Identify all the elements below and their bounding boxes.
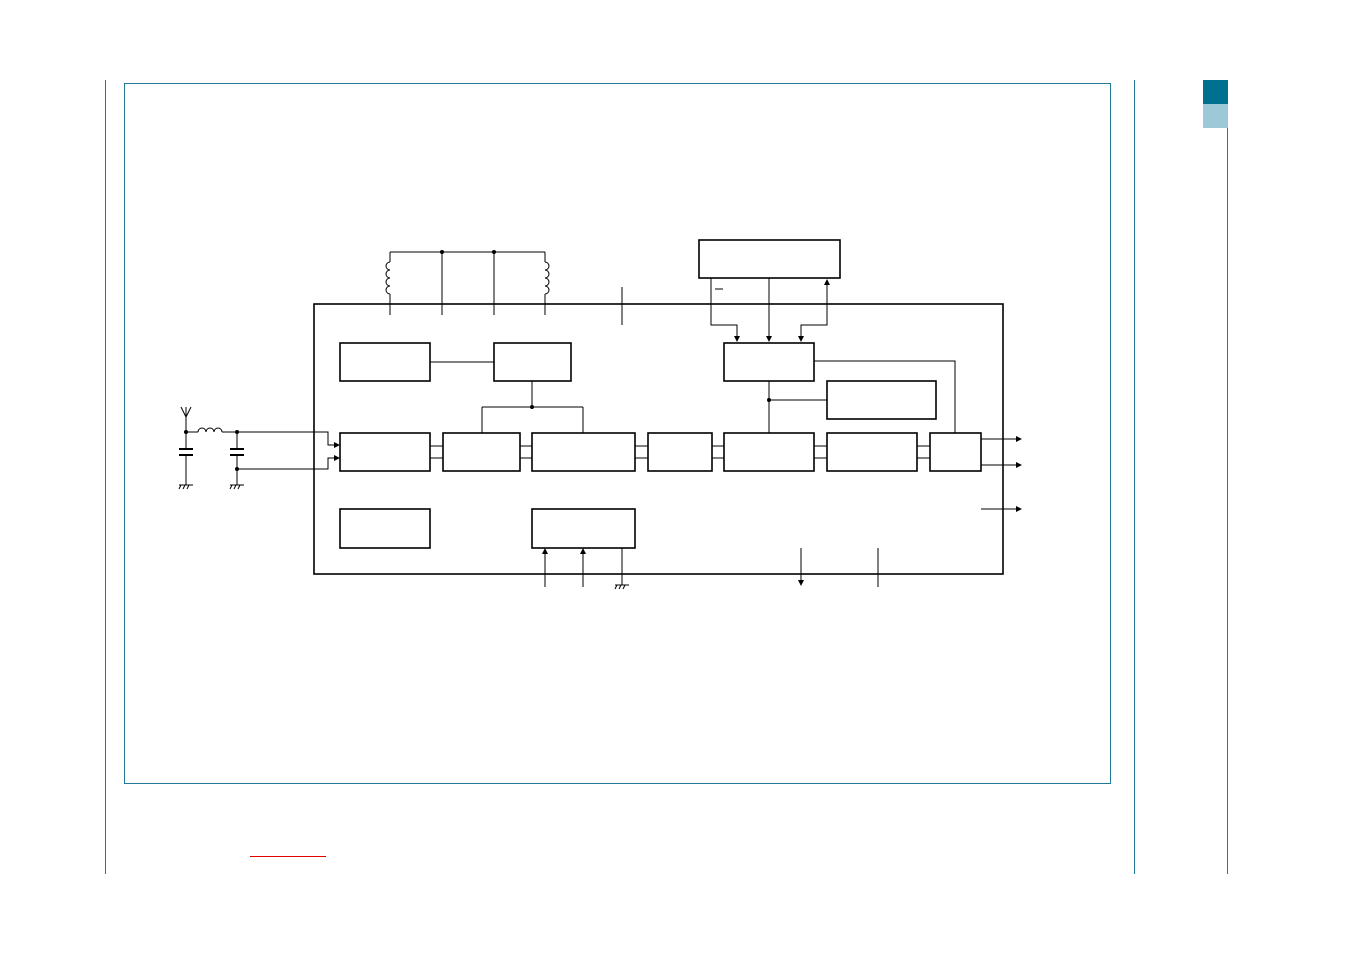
block-top-mid	[494, 343, 571, 381]
ground-icon	[615, 585, 629, 589]
arrow-down	[734, 336, 740, 342]
inductor-icon	[198, 428, 222, 432]
wire	[711, 278, 737, 336]
antenna-input-network	[179, 407, 340, 489]
block-chain-3	[532, 433, 635, 471]
inductor-icon	[545, 262, 549, 294]
arrow-right	[334, 455, 340, 461]
block-chain-4	[648, 433, 712, 471]
antenna-icon	[181, 407, 191, 432]
arrow-right	[1016, 506, 1022, 512]
tank-circuit	[386, 250, 549, 315]
arrow-right	[1016, 436, 1022, 442]
wire	[801, 285, 827, 336]
inductor-icon	[386, 262, 390, 294]
block-bottom-left	[340, 509, 430, 548]
block-chain-2	[443, 433, 520, 471]
arrow-down	[766, 336, 772, 342]
block-control	[724, 343, 814, 381]
block-chain-7	[930, 433, 981, 471]
external-controller-block	[699, 240, 840, 278]
block-chain-5	[724, 433, 814, 471]
block-top-left	[340, 343, 430, 381]
arrow-up	[542, 548, 548, 554]
block-diagram	[179, 240, 1022, 589]
block-right-upper	[827, 381, 936, 419]
section-tab-dark[interactable]	[1203, 80, 1228, 104]
block-chain-6	[827, 433, 917, 471]
ground-icon	[230, 485, 244, 489]
arrow-down	[798, 580, 804, 586]
arrow-up	[824, 279, 830, 285]
arrow-up	[580, 548, 586, 554]
section-tab-light[interactable]	[1203, 104, 1228, 128]
arrow-right	[334, 442, 340, 448]
arrow-right	[1016, 462, 1022, 468]
block-chain-1	[340, 433, 430, 471]
block-bottom-mid	[532, 509, 635, 548]
arrow-down	[798, 336, 804, 342]
ground-icon	[179, 485, 193, 489]
